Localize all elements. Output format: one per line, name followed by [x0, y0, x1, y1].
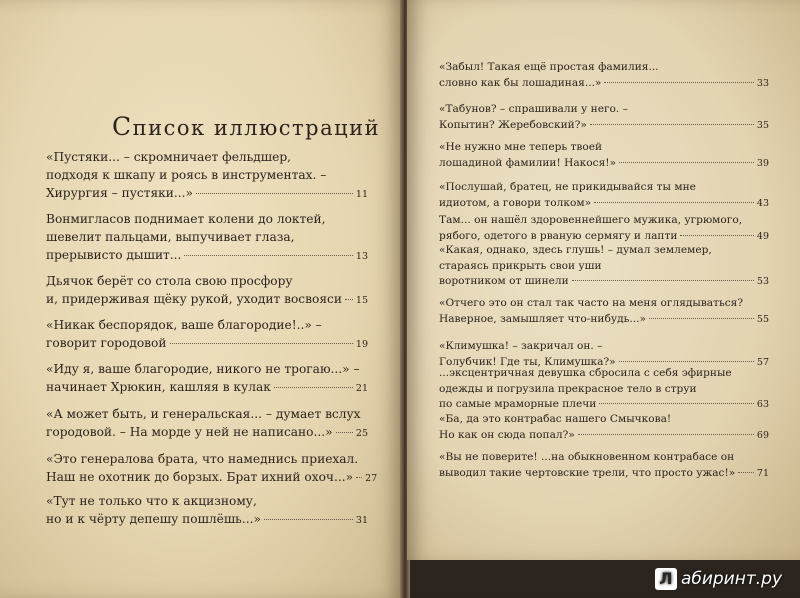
- entry-text: «Не нужно мне теперь твоей: [439, 141, 603, 153]
- entry-line: [46, 228, 368, 246]
- toc-entry: [46, 316, 368, 354]
- entry-text: прерывисто дышит...: [46, 248, 182, 262]
- entry-text: «Какая, однако, здесь глушь! – думал землемер,: [439, 244, 712, 256]
- leader-dots: [599, 403, 754, 404]
- entry-text: начинает Хрюкин, кашляя в кулак: [46, 380, 271, 394]
- entry-text: «Отчего это он стал так часто на меня оглядываться?: [439, 297, 744, 309]
- entry-line: [439, 102, 769, 118]
- entry-line: [439, 312, 769, 328]
- toc-entry: [439, 450, 769, 481]
- entry-line: [46, 290, 368, 310]
- entry-line: [46, 272, 368, 290]
- page-number: 43: [756, 197, 769, 209]
- entry-line: [439, 196, 769, 212]
- entry-line: [439, 339, 769, 355]
- entry-line: [439, 382, 769, 398]
- watermark: [655, 568, 782, 590]
- entry-text: и, придерживая щёку рукой, уходит восвояси: [46, 292, 342, 306]
- right-page: [407, 0, 800, 560]
- entry-text: «Пустяки... – скромничает фельдшер,: [46, 150, 292, 164]
- page-title: [112, 112, 380, 141]
- entry-line: [439, 180, 769, 196]
- entry-line: [46, 378, 368, 398]
- entry-text: «Послушай, братец, не прикидывайся ты мне: [439, 181, 696, 193]
- page-number: 15: [355, 295, 368, 306]
- entry-line: [46, 166, 368, 184]
- entry-text: «Иду я, ваше благородие, никого не трогаю...» –: [46, 362, 360, 376]
- entry-line: [46, 210, 368, 228]
- leader-dots: [170, 343, 353, 344]
- toc-entry: [46, 272, 368, 310]
- toc-entry: [46, 450, 378, 488]
- page-number: 25: [355, 428, 368, 439]
- toc-entry: [439, 180, 769, 211]
- toc-entry: [439, 213, 769, 244]
- entry-text: Голубчик! Где ты, Климушка?»: [439, 355, 616, 368]
- leader-dots: [336, 432, 353, 433]
- entry-text: рябого, одетого в рваную сермягу и лапти: [439, 229, 678, 242]
- entry-text: Хирургия – пустяки...»: [46, 186, 193, 200]
- entry-line: [46, 450, 368, 468]
- entry-text: «Табунов? – спрашивали у него. –: [439, 103, 628, 115]
- entry-line: [46, 492, 368, 510]
- entry-text: воротником от шинели: [439, 275, 569, 287]
- entry-line: [439, 243, 769, 259]
- entry-text: подходя к шкапу и роясь в инструментах. –: [46, 168, 327, 182]
- page-number: 71: [756, 467, 769, 479]
- entry-line: [439, 76, 769, 92]
- leader-dots: [572, 280, 754, 281]
- toc-entry: [439, 102, 769, 133]
- entry-line: [46, 334, 368, 354]
- toc-entry: [439, 60, 769, 91]
- entry-text: но и к чёрту депешу пошлёшь...»: [46, 512, 261, 526]
- watermark-text: абиринт.ру: [680, 569, 782, 589]
- page-number: 11: [355, 189, 368, 200]
- page-number: 69: [756, 429, 769, 441]
- toc-entry: [46, 405, 368, 443]
- entry-text: лошадиной фамилии! Накося!»: [439, 156, 617, 169]
- toc-entry: [439, 366, 769, 413]
- entry-text: «Вы не поверите! ...на обыкновенном контрабасе он: [439, 451, 735, 463]
- page-number: 33: [756, 77, 769, 89]
- entry-text: одежды и погрузила прекрасное тело в струи: [439, 382, 697, 395]
- entry-text: шевелит пальцами, выпучивает глаза,: [46, 230, 295, 244]
- page-number: 53: [756, 276, 769, 287]
- entry-text: ...эксцентричная девушка сбросила с себя эфирные: [439, 367, 732, 379]
- leader-dots: [619, 162, 754, 163]
- entry-line: [439, 428, 769, 444]
- entry-text: Но как он сюда попал?»: [439, 428, 575, 441]
- entry-text: говорит городовой: [46, 336, 167, 350]
- entry-text: «Это генералова брата, что намеднись приехал.: [46, 452, 359, 466]
- entry-text: стараясь прикрыть свои уши: [439, 259, 602, 272]
- entry-text: Вонмигласов поднимает колени до локтей,: [46, 212, 326, 226]
- leader-dots: [274, 387, 353, 388]
- entry-text: городовой. – На морде у ней не написано...»: [46, 425, 333, 439]
- entry-line: [439, 450, 769, 466]
- page-number: 31: [355, 515, 368, 526]
- entry-line: [439, 466, 769, 482]
- leader-dots: [619, 361, 754, 362]
- leader-dots: [738, 472, 754, 473]
- entry-text: Там... он нашёл здоровеннейшего мужика, угрюмого,: [439, 214, 743, 226]
- entry-text: Наш не охотник до борзых. Брат ихний охоч...»: [46, 470, 354, 484]
- entry-text: «А может быть, и генеральская... – думает вслух: [46, 407, 361, 421]
- entry-text: «Климушка! – закричал он. –: [439, 340, 603, 352]
- title-rest: писок иллюстраций: [132, 116, 381, 140]
- entry-text: «Ба, да это контрабас нашего Смычкова!: [439, 413, 672, 425]
- page-number: 35: [756, 119, 769, 131]
- page-number: 55: [756, 313, 769, 325]
- watermark-logo: Л: [655, 568, 677, 590]
- entry-line: [46, 184, 368, 204]
- entry-line: [439, 296, 769, 312]
- page-number: 21: [355, 383, 368, 394]
- entry-line: [46, 510, 368, 530]
- page-number: 63: [756, 399, 769, 410]
- toc-entry: [46, 210, 368, 266]
- entry-text: Копытин? Жеребовский?»: [439, 118, 587, 131]
- entry-text: словно как бы лошадиная...»: [439, 76, 602, 89]
- entry-text: выводил такие чертовские трели, что просто ужас!»: [439, 466, 736, 479]
- entry-text: Наверное, замышляет что-нибудь...»: [439, 312, 646, 325]
- leader-dots: [184, 255, 352, 256]
- entry-line: [46, 360, 368, 378]
- entry-line: [439, 118, 769, 134]
- leader-dots: [345, 299, 353, 300]
- page-number: 27: [365, 473, 378, 484]
- page-number: 39: [756, 157, 769, 169]
- entry-text: «Забыл! Такая ещё простая фамилия...: [439, 61, 659, 73]
- page-number: 19: [355, 339, 368, 350]
- entry-text: «Никак беспорядок, ваше благородие!..» –: [46, 318, 322, 332]
- entry-line: [46, 148, 368, 166]
- entry-line: [46, 423, 368, 443]
- toc-entry: [439, 296, 769, 327]
- title-initial: С: [112, 112, 133, 141]
- entry-line: [439, 274, 769, 290]
- toc-entry: [439, 412, 769, 443]
- leader-dots: [680, 235, 754, 236]
- entry-line: [439, 140, 769, 156]
- entry-line: [46, 468, 378, 488]
- page-number: 49: [756, 230, 769, 242]
- toc-entry: [46, 148, 368, 204]
- entry-text: идиотом, а говори толком»: [439, 196, 592, 209]
- toc-entry: [439, 243, 769, 290]
- leader-dots: [196, 193, 353, 194]
- leader-dots: [264, 519, 353, 520]
- entry-line: [439, 259, 769, 275]
- leader-dots: [578, 434, 754, 435]
- entry-line: [439, 412, 769, 428]
- entry-line: [439, 213, 769, 229]
- toc-entry: [439, 140, 769, 171]
- entry-text: «Тут не только что к акцизному,: [46, 494, 257, 508]
- entry-line: [439, 229, 769, 245]
- leader-dots: [356, 477, 362, 478]
- leader-dots: [590, 124, 754, 125]
- page-number: 13: [355, 251, 368, 262]
- leader-dots: [604, 82, 753, 83]
- leader-dots: [649, 318, 754, 319]
- entry-line: [46, 405, 368, 423]
- entry-line: [46, 316, 368, 334]
- entry-text: Дьячок берёт со стола свою просфору: [46, 274, 293, 288]
- entry-line: [439, 156, 769, 172]
- entry-line: [46, 246, 368, 266]
- leader-dots: [594, 202, 754, 203]
- entry-text: по самые мраморные плечи: [439, 398, 597, 410]
- toc-entry: [46, 360, 368, 398]
- entry-line: [439, 60, 769, 76]
- entry-line: [439, 397, 769, 413]
- toc-entry: [46, 492, 368, 530]
- page-number: 57: [756, 356, 769, 368]
- entry-line: [439, 366, 769, 382]
